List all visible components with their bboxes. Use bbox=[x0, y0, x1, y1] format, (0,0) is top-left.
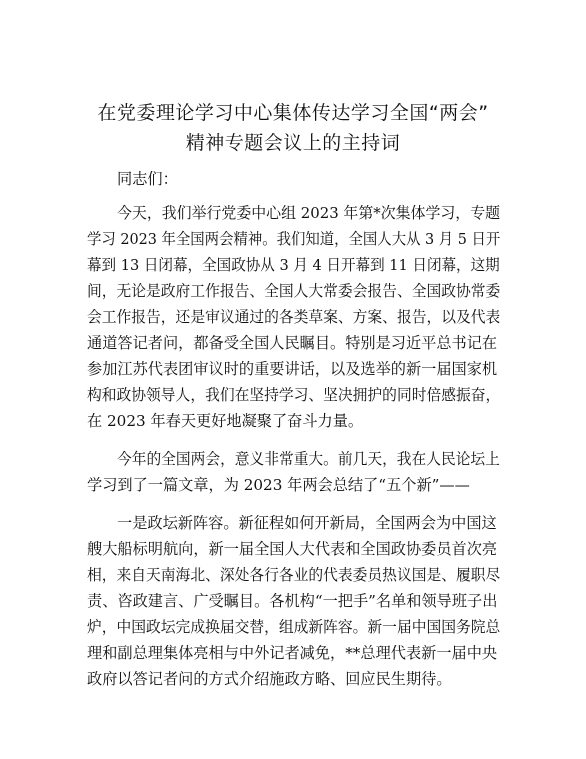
paragraph-3-line-7: 政府以答记者问的方式介绍施政方略、回应民生期待。 bbox=[87, 670, 452, 688]
paragraph-1-line-5: 会工作报告，还是审议通过的各类草案、方案、报告，以及代表 bbox=[87, 308, 501, 326]
paragraph-1-line-6: 通道答记者问，都备受全国人民瞩目。特别是习近平总书记在 bbox=[87, 334, 498, 352]
document-title-line-2: 精神专题会议上的主持词 bbox=[185, 132, 401, 154]
paragraph-3-line-1: 一是政坛新阵容。新征程如何开新局，全国两会为中国这 bbox=[117, 514, 497, 532]
paragraph-1-line-1: 今天，我们举行党委中心组 2023 年第*次集体学习，专题 bbox=[117, 204, 501, 222]
paragraph-2-line-1: 今年的全国两会，意义非常重大。前几天，我在人民论坛上 bbox=[117, 450, 500, 468]
paragraph-1-line-9: 在 2023 年春天更好地凝聚了奋斗力量。 bbox=[87, 412, 364, 430]
paragraph-1-line-4: 间，无论是政府工作报告、全国人大常委会报告、全国政协常委 bbox=[87, 282, 501, 300]
salutation: 同志们： bbox=[117, 170, 178, 188]
paragraph-3-line-4: 责、咨政建言、广受瞩目。各机构“一把手”名单和领导班子出 bbox=[87, 592, 498, 610]
paragraph-3-line-5: 炉，中国政坛完成换届交替，组成新阵容。新一届中国国务院总 bbox=[87, 618, 501, 636]
paragraph-1-line-3: 幕到 13 日闭幕，全国政协从 3 月 4 日开幕到 11 日闭幕，这期 bbox=[87, 256, 500, 274]
paragraph-1-line-2: 学习 2023 年全国两会精神。我们知道，全国人大从 3 月 5 日开 bbox=[87, 230, 501, 248]
document-title-line-1: 在党委理论学习中心集体传达学习全国“两会” bbox=[97, 102, 489, 124]
paragraph-2-line-2: 学习到了一篇文章，为 2023 年两会总结了“五个新”—— bbox=[87, 476, 470, 494]
paragraph-1-line-7: 参加江苏代表团审议时的重要讲话，以及选举的新一届国家机 bbox=[87, 360, 498, 378]
paragraph-3-line-6: 理和副总理集体亮相与中外记者减免，**总理代表新一届中央 bbox=[87, 644, 498, 662]
paragraph-3-line-3: 相，来自天南海北、深处各行各业的代表委员热议国是、履职尽 bbox=[87, 566, 501, 584]
paragraph-3-line-2: 艘大船标明航向，新一届全国人大代表和全国政协委员首次亮 bbox=[87, 540, 498, 558]
paragraph-1-line-8: 构和政协领导人，我们在坚持学习、坚决拥护的同时倍感振奋， bbox=[87, 386, 501, 404]
